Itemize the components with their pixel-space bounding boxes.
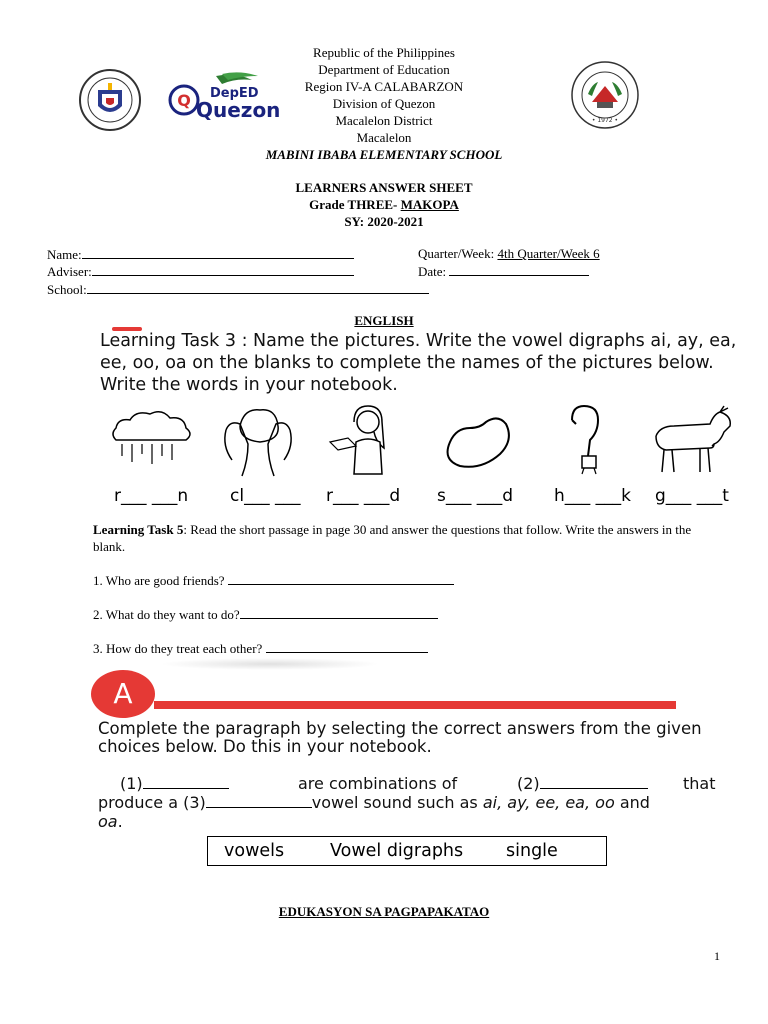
clay-hands-picture [218,400,298,478]
paragraph-line-3: oa. [98,812,123,831]
header-line-department: Department of Education [318,62,450,77]
blank-word-3: r___ ___d [326,486,401,506]
header-line-region: Region IV-A CALABARZON [304,79,464,94]
blank-word-5: h___ ___k [554,486,632,506]
page-number: 1 [714,949,720,963]
quezon-text: Quezon [196,98,281,122]
activity-a-badge: A [91,670,155,718]
section-name: MAKOPA [400,197,459,212]
english-heading: ENGLISH [354,313,414,328]
quarter-week-value: 4th Quarter/Week 6 [497,246,600,261]
learning-task-3-instructions: Learning Task 3 : Name the pictures. Write the vowel digraphs ai, ay, ea, ee, oo, oa on the blanks to complete the names of the pictures below. Write the words in your notebook. [100,331,737,395]
choice-single: single [506,841,558,861]
blank-word-2: cl___ ___ [230,486,301,506]
header-line-municipality: Macalelon [356,130,412,145]
rain-cloud-picture [106,408,196,472]
blank-word-4: s___ ___d [437,486,514,506]
school-year: SY: 2020-2021 [344,214,424,229]
sheet-title: LEARNERS ANSWER SHEET [295,180,473,195]
deped-text: DepED [210,86,259,101]
esp-heading: EDUKASYON SA PAGPAPAKATAO [278,904,490,919]
grade-line: Grade THREE- MAKOPA [309,197,459,212]
seed-picture [440,412,516,470]
paragraph-line-2: produce a (3) vowel sound such as ai, ay, ee, ea, oo and [98,793,650,812]
adviser-field[interactable]: Adviser: [47,263,354,280]
header-line-district: Macalelon District [335,113,433,128]
blank-word-6: g___ ___t [655,486,729,506]
scan-shadow [160,658,380,670]
svg-text:• 1972 •: • 1972 • [591,117,619,124]
girl-reading-picture [326,402,406,476]
question-1[interactable]: 1. Who are good friends? [93,572,454,589]
hook-picture [558,402,612,476]
learning-task-5-instructions: Learning Task 5: Read the short passage in page 30 and answer the questions that follow. Write the answers in the blank. [93,522,692,554]
school-field[interactable]: School: [47,281,429,298]
school-name: MABINI IBABA ELEMENTARY SCHOOL [265,147,503,162]
quarter-week-field: Quarter/Week: 4th Quarter/Week 6 [418,246,600,261]
svg-text:Q: Q [177,91,191,110]
question-2[interactable]: 2. What do they want to do? [93,606,438,623]
goat-picture [650,402,736,474]
activity-a-red-bar [154,701,676,709]
choice-vowel-digraphs: Vowel digraphs [330,841,464,861]
paragraph-line-1: (1) are combinations of (2) that [120,774,716,793]
date-field[interactable]: Date: [418,263,589,280]
blank-word-1: r___ ___n [114,486,189,506]
header-line-republic: Republic of the Philippines [313,45,455,60]
name-field[interactable]: Name: [47,246,354,263]
choices-box [207,836,607,866]
activity-a-instructions: Complete the paragraph by selecting the correct answers from the given choices below. Do this in your notebook. [98,719,702,756]
choice-vowels: vowels [224,841,285,861]
header-line-division: Division of Quezon [332,96,436,111]
question-3[interactable]: 3. How do they treat each other? [93,640,428,657]
